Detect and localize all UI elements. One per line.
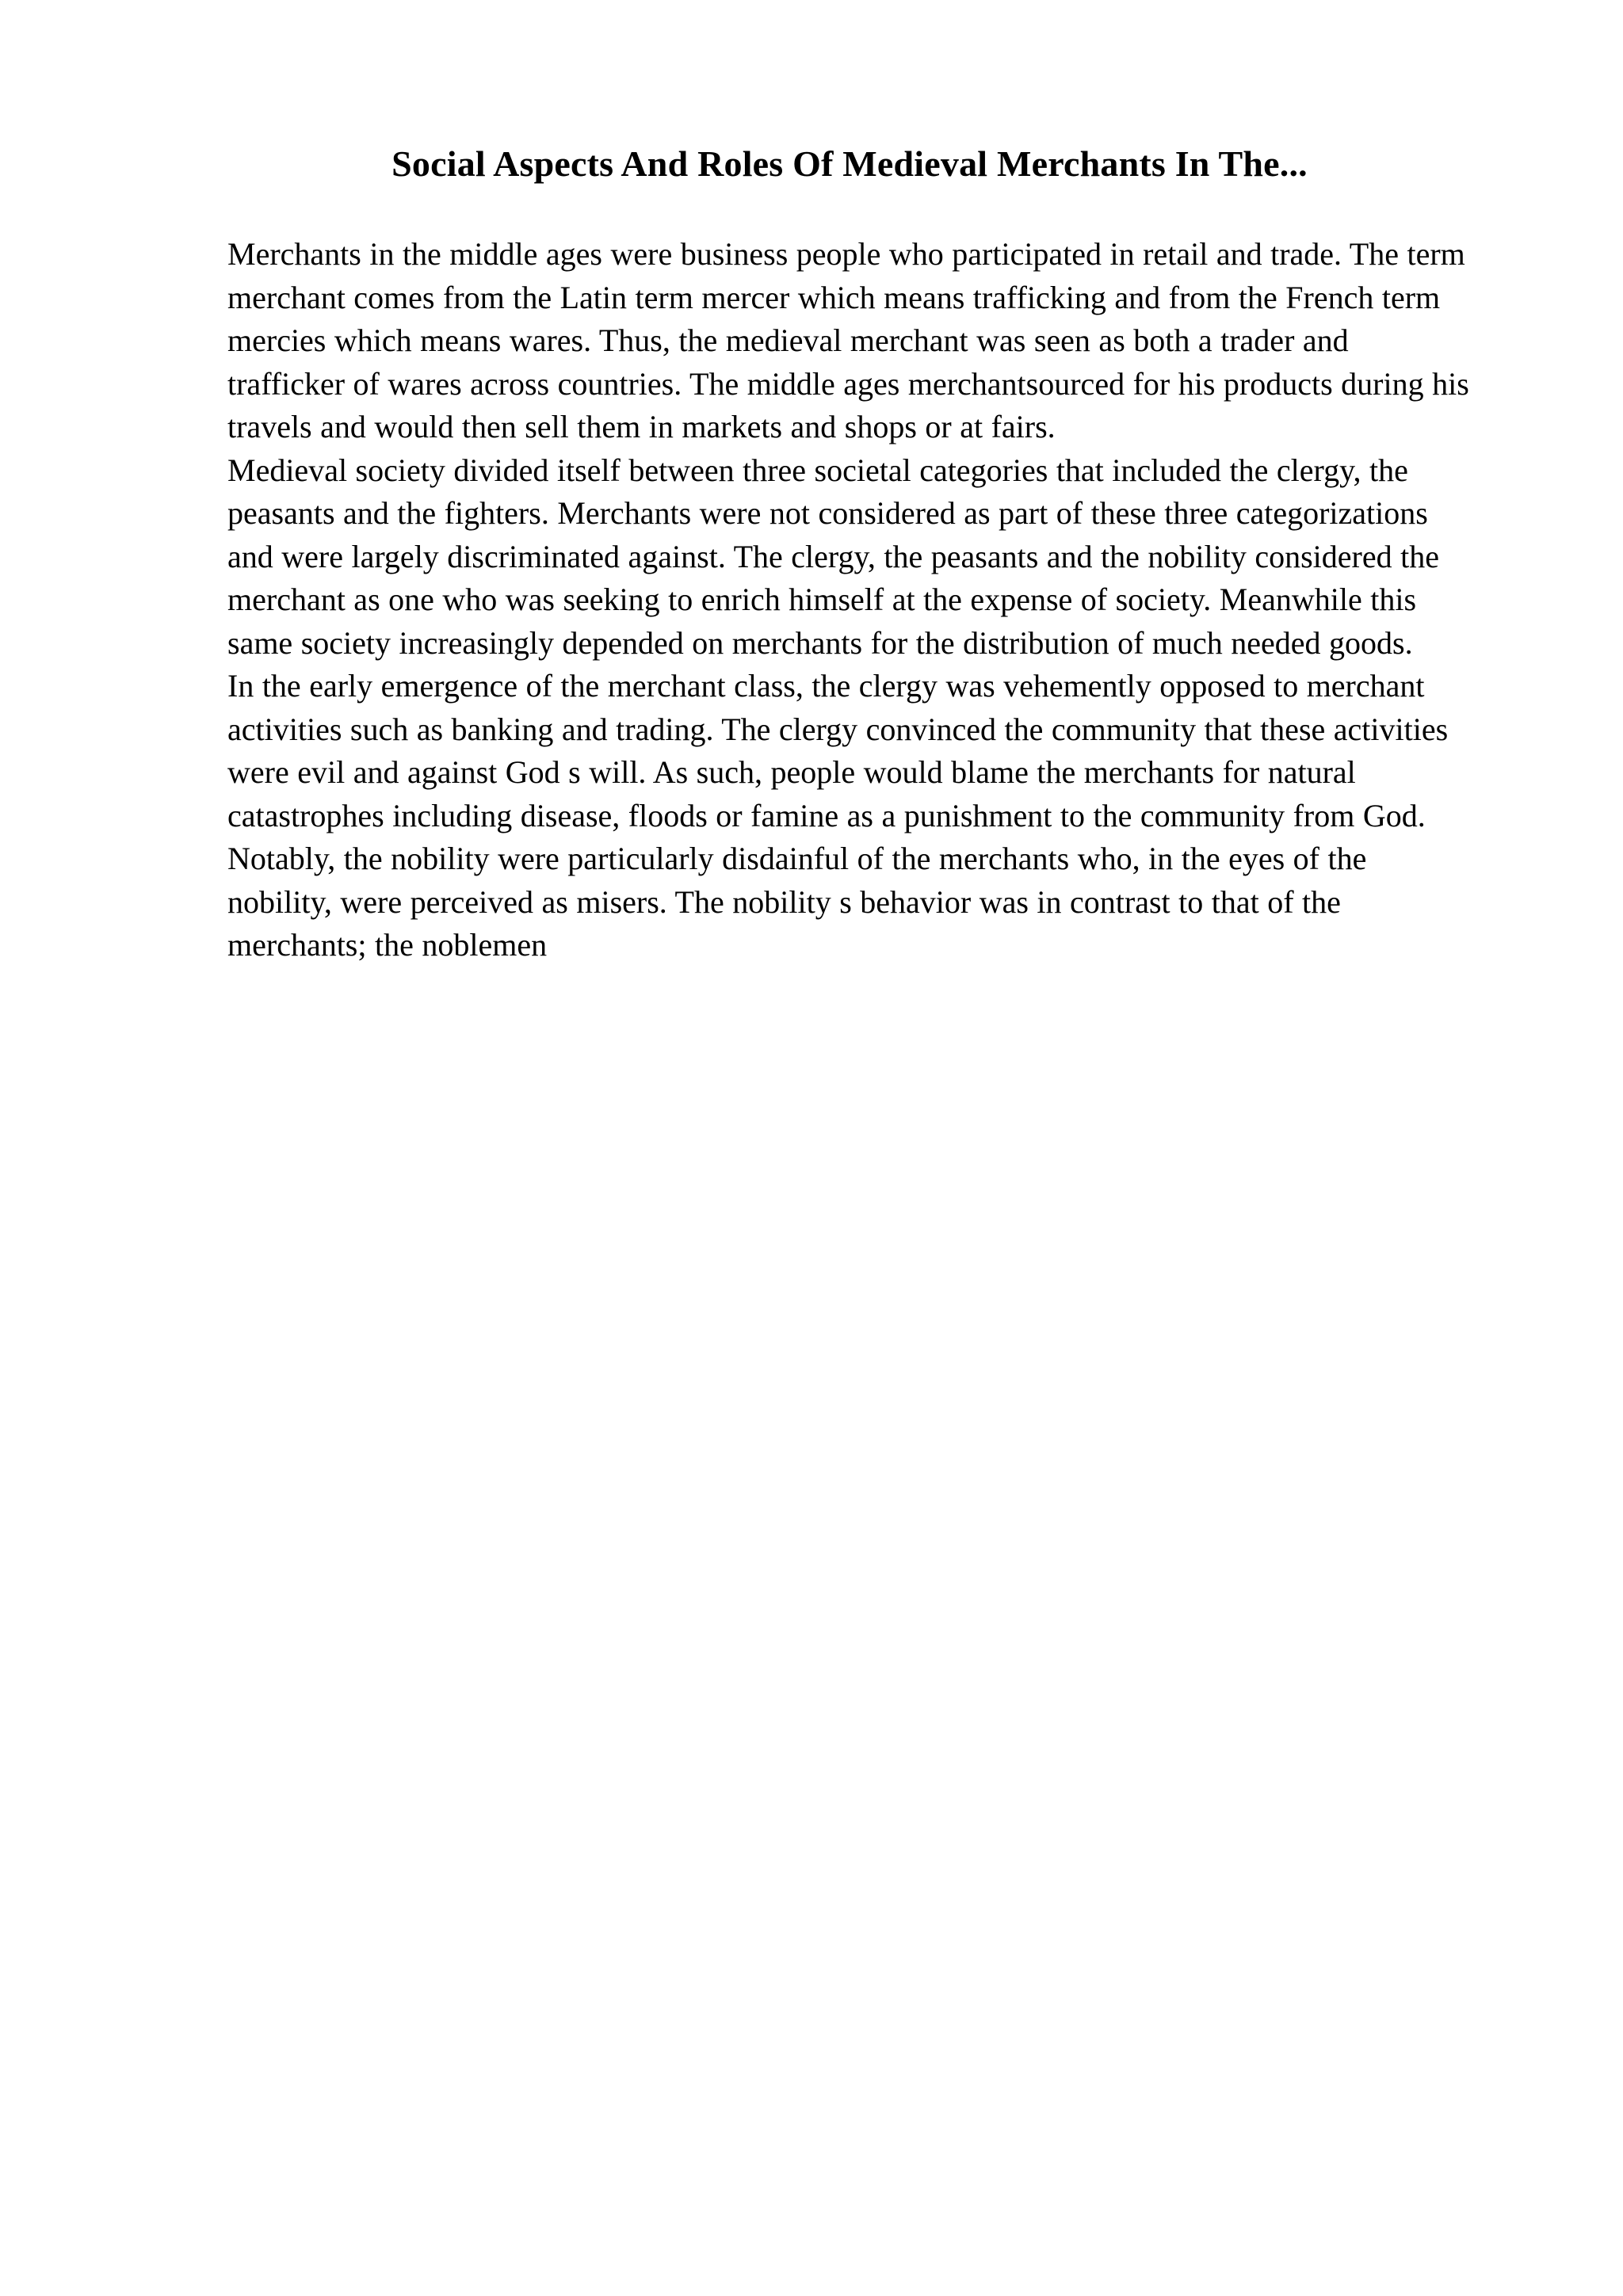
document-body bbox=[227, 141, 1472, 967]
body-paragraph-2: Medieval society divided itself between three societal categories that included the clergy, the peasants and the fighters. Merchants were not considered as part of these three categorizations and were largely discriminated against. The clergy, the peasants and the nobility considered the merchant as one who was seeking to enrich himself at the expense of society. Meanwhile this same society increasingly depended on merchants for the distribution of much needed goods. bbox=[227, 452, 1439, 661]
body-paragraph-4: Notably, the nobility were particularly disdainful of the merchants who, in the eyes of the nobility, were perceived as misers. The nobility s behavior was in contrast to that of the merchants; the noblemen bbox=[227, 841, 1367, 963]
body-paragraph-3: In the early emergence of the merchant class, the clergy was vehemently opposed to merchant activities such as banking and trading. The clergy convinced the community that these activities were evil and against God s will. As such, people would blame the merchants for natural catastrophes including disease, floods or famine as a punishment to the community from God. bbox=[227, 668, 1449, 833]
body-paragraph-1: Merchants in the middle ages were business people who participated in retail and trade. The term merchant comes from the Latin term mercer which means trafficking and from the French term mercies which means wares. Thus, the medieval merchant was seen as both a trader and trafficker of wares across countries. The middle ages merchantsourced for his products during his travels and would then sell them in markets and shops or at fairs. bbox=[227, 236, 1469, 444]
page-title: Social Aspects And Roles Of Medieval Merchants In The... bbox=[391, 143, 1308, 184]
